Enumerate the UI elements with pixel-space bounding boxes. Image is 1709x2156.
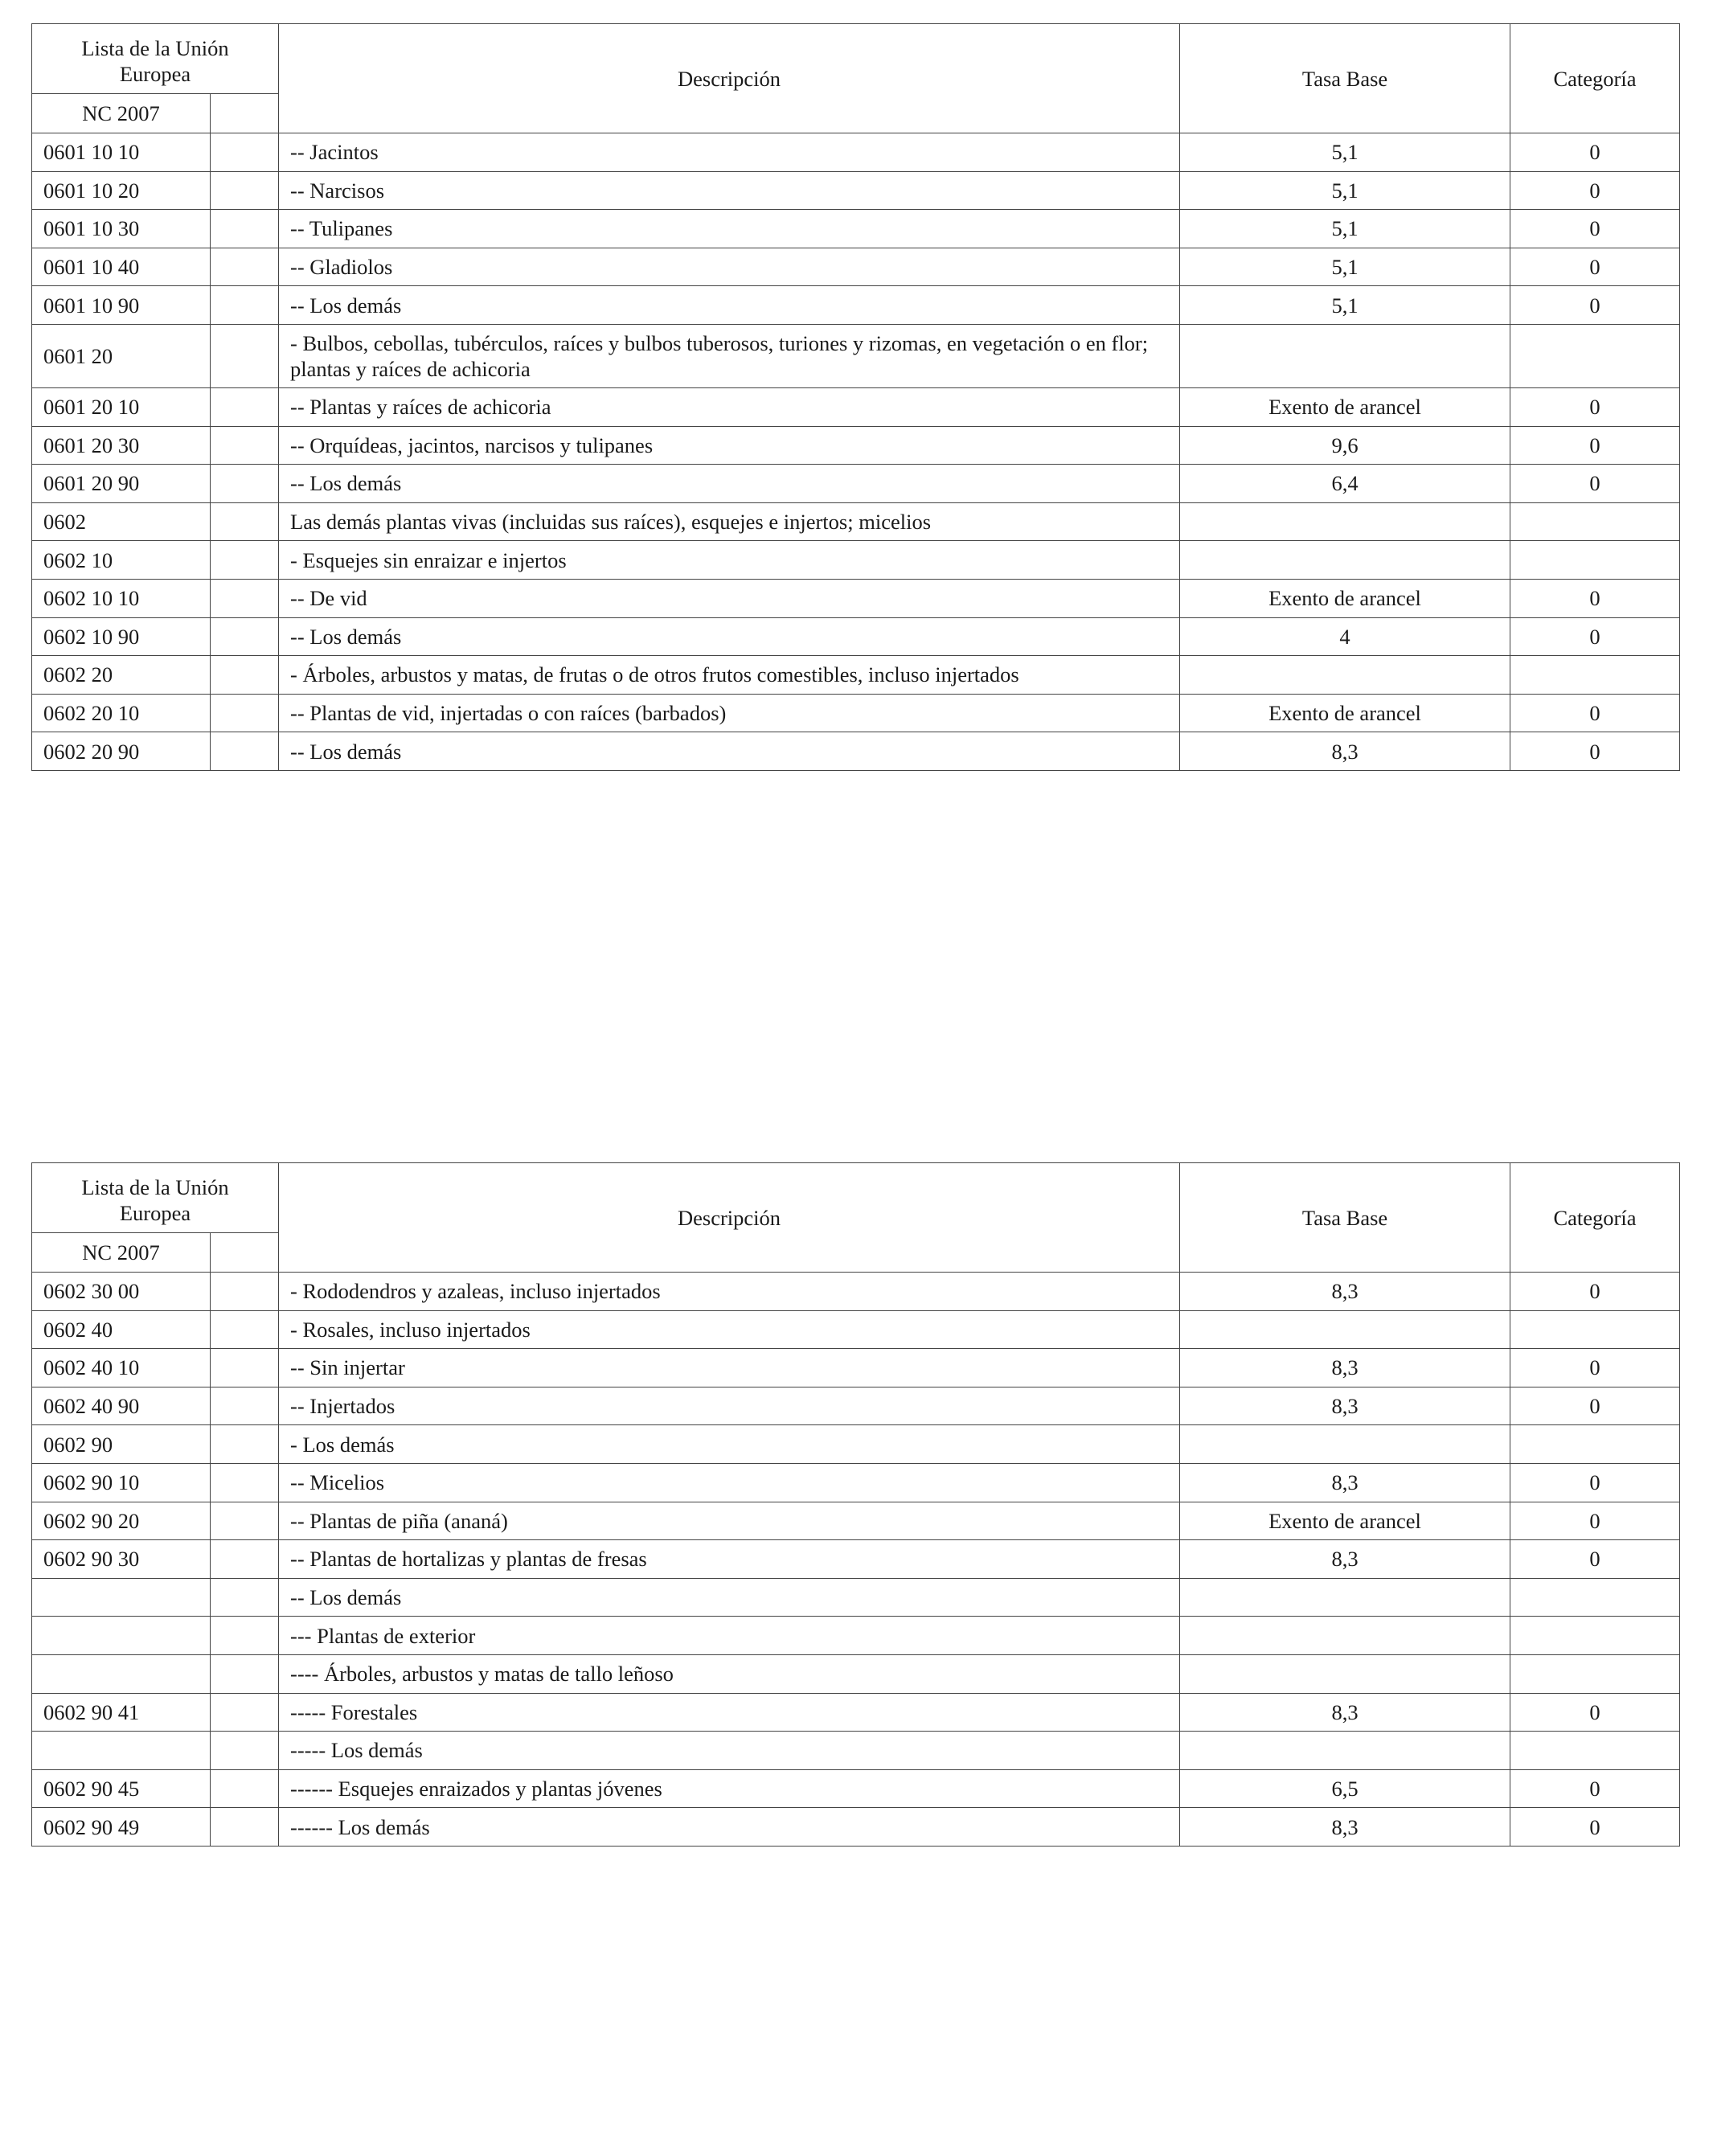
category-cell: 0 — [1510, 694, 1680, 732]
category-cell — [1510, 1654, 1680, 1693]
description-cell: -- Los demás — [279, 732, 1180, 771]
nc-code-cell: 0602 20 — [32, 656, 211, 695]
table-row — [32, 324, 1680, 387]
blank-cell — [211, 732, 279, 771]
table-row — [32, 617, 1680, 656]
table-row — [32, 1808, 1680, 1847]
blank-cell — [211, 579, 279, 617]
base-rate-cell: 8,3 — [1180, 1808, 1510, 1847]
nc-header: NC 2007 — [32, 94, 211, 133]
blank-header-cell — [211, 94, 279, 133]
base-rate-cell — [1180, 1310, 1510, 1349]
table-row — [32, 210, 1680, 248]
nc-code-cell: 0602 90 10 — [32, 1463, 211, 1502]
nc-code-cell: 0602 90 — [32, 1425, 211, 1464]
blank-cell — [211, 1693, 279, 1732]
description-cell: -- Los demás — [279, 1578, 1180, 1617]
table-header — [32, 1163, 1680, 1273]
nc-code-cell: 0602 90 30 — [32, 1540, 211, 1579]
blank-cell — [211, 1808, 279, 1847]
nc-code-cell: 0601 20 10 — [32, 387, 211, 426]
base-rate-cell: 5,1 — [1180, 210, 1510, 248]
description-cell: ----- Forestales — [279, 1693, 1180, 1732]
description-cell: ---- Árboles, arbustos y matas de tallo leñoso — [279, 1654, 1180, 1693]
table-body — [32, 1273, 1680, 1847]
base-rate-cell: 8,3 — [1180, 1273, 1510, 1311]
category-cell: 0 — [1510, 1273, 1680, 1311]
list-header: Lista de la Unión Europea — [32, 24, 279, 94]
table-row — [32, 1732, 1680, 1770]
blank-cell — [211, 1349, 279, 1387]
blank-cell — [211, 286, 279, 325]
base-rate-cell — [1180, 1425, 1510, 1464]
base-rate-cell — [1180, 1617, 1510, 1655]
category-cell — [1510, 502, 1680, 541]
table-row — [32, 133, 1680, 172]
description-header: Descripción — [279, 24, 1180, 133]
description-cell: -- Plantas de hortalizas y plantas de fresas — [279, 1540, 1180, 1579]
nc-code-cell: 0602 10 — [32, 541, 211, 580]
category-cell: 0 — [1510, 387, 1680, 426]
description-cell: ------ Los demás — [279, 1808, 1180, 1847]
base-rate-header: Tasa Base — [1180, 1163, 1510, 1273]
nc-code-cell — [32, 1732, 211, 1770]
category-header: Categoría — [1510, 1163, 1680, 1273]
description-cell: -- Plantas y raíces de achicoria — [279, 387, 1180, 426]
category-cell: 0 — [1510, 617, 1680, 656]
category-cell — [1510, 1425, 1680, 1464]
base-rate-cell: 9,6 — [1180, 426, 1510, 465]
category-cell: 0 — [1510, 1540, 1680, 1579]
tariff-table-2 — [31, 1162, 1680, 1847]
category-cell — [1510, 656, 1680, 695]
blank-cell — [211, 1387, 279, 1425]
category-cell: 0 — [1510, 133, 1680, 172]
base-rate-cell: 5,1 — [1180, 286, 1510, 325]
table-row — [32, 1463, 1680, 1502]
table-header — [32, 24, 1680, 133]
blank-cell — [211, 1769, 279, 1808]
category-cell: 0 — [1510, 1463, 1680, 1502]
category-cell: 0 — [1510, 1769, 1680, 1808]
nc-code-cell — [32, 1617, 211, 1655]
table-row — [32, 286, 1680, 325]
blank-cell — [211, 1617, 279, 1655]
base-rate-cell: 8,3 — [1180, 1540, 1510, 1579]
category-cell: 0 — [1510, 1808, 1680, 1847]
blank-cell — [211, 1463, 279, 1502]
table-row — [32, 694, 1680, 732]
nc-code-cell: 0601 10 30 — [32, 210, 211, 248]
blank-cell — [211, 541, 279, 580]
base-rate-cell: Exento de arancel — [1180, 694, 1510, 732]
base-rate-header: Tasa Base — [1180, 24, 1510, 133]
nc-code-cell: 0601 20 — [32, 324, 211, 387]
nc-code-cell: 0602 10 90 — [32, 617, 211, 656]
table-body — [32, 133, 1680, 771]
table-row — [32, 426, 1680, 465]
category-cell: 0 — [1510, 579, 1680, 617]
nc-code-cell: 0601 10 20 — [32, 171, 211, 210]
description-cell: -- Plantas de vid, injertadas o con raíces (barbados) — [279, 694, 1180, 732]
category-cell: 0 — [1510, 426, 1680, 465]
nc-code-cell: 0602 40 10 — [32, 1349, 211, 1387]
blank-cell — [211, 387, 279, 426]
category-cell — [1510, 1617, 1680, 1655]
description-cell: -- Jacintos — [279, 133, 1180, 172]
base-rate-cell — [1180, 541, 1510, 580]
category-cell — [1510, 324, 1680, 387]
blank-cell — [211, 1578, 279, 1617]
category-cell: 0 — [1510, 248, 1680, 286]
list-header: Lista de la Unión Europea — [32, 1163, 279, 1233]
description-cell: -- Orquídeas, jacintos, narcisos y tulipanes — [279, 426, 1180, 465]
nc-code-cell: 0601 10 10 — [32, 133, 211, 172]
table-row — [32, 579, 1680, 617]
base-rate-cell: 8,3 — [1180, 1349, 1510, 1387]
nc-code-cell: 0602 90 41 — [32, 1693, 211, 1732]
nc-code-cell: 0602 40 90 — [32, 1387, 211, 1425]
base-rate-cell — [1180, 324, 1510, 387]
blank-cell — [211, 248, 279, 286]
category-cell: 0 — [1510, 465, 1680, 503]
category-cell: 0 — [1510, 732, 1680, 771]
nc-code-cell: 0601 20 30 — [32, 426, 211, 465]
nc-code-cell: 0602 90 20 — [32, 1502, 211, 1540]
category-header: Categoría — [1510, 24, 1680, 133]
table-row — [32, 1425, 1680, 1464]
nc-code-cell: 0602 — [32, 502, 211, 541]
category-cell: 0 — [1510, 1349, 1680, 1387]
blank-cell — [211, 133, 279, 172]
table-row — [32, 656, 1680, 695]
category-cell: 0 — [1510, 171, 1680, 210]
category-cell: 0 — [1510, 1693, 1680, 1732]
nc-code-cell — [32, 1578, 211, 1617]
base-rate-cell — [1180, 1654, 1510, 1693]
description-cell: ----- Los demás — [279, 1732, 1180, 1770]
blank-cell — [211, 1310, 279, 1349]
nc-code-cell: 0601 10 40 — [32, 248, 211, 286]
base-rate-cell: 8,3 — [1180, 1463, 1510, 1502]
blank-header-cell — [211, 1233, 279, 1273]
blank-cell — [211, 465, 279, 503]
description-cell: - Árboles, arbustos y matas, de frutas o de otros frutos comestibles, incluso injertados — [279, 656, 1180, 695]
blank-cell — [211, 1425, 279, 1464]
base-rate-cell — [1180, 1732, 1510, 1770]
description-cell: -- Sin injertar — [279, 1349, 1180, 1387]
table-row — [32, 1540, 1680, 1579]
table-row — [32, 732, 1680, 771]
base-rate-cell: 8,3 — [1180, 1693, 1510, 1732]
blank-cell — [211, 324, 279, 387]
description-cell: -- Los demás — [279, 617, 1180, 656]
category-cell: 0 — [1510, 1387, 1680, 1425]
nc-code-cell: 0602 10 10 — [32, 579, 211, 617]
description-cell: - Rosales, incluso injertados — [279, 1310, 1180, 1349]
description-cell: Las demás plantas vivas (incluidas sus raíces), esquejes e injertos; micelios — [279, 502, 1180, 541]
blank-cell — [211, 1540, 279, 1579]
table-row — [32, 1617, 1680, 1655]
nc-code-cell: 0602 30 00 — [32, 1273, 211, 1311]
table-row — [32, 465, 1680, 503]
nc-code-cell: 0602 90 45 — [32, 1769, 211, 1808]
blank-cell — [211, 1732, 279, 1770]
nc-code-cell: 0602 20 90 — [32, 732, 211, 771]
nc-code-cell: 0602 90 49 — [32, 1808, 211, 1847]
blank-cell — [211, 1654, 279, 1693]
blank-cell — [211, 1273, 279, 1311]
description-cell: - Los demás — [279, 1425, 1180, 1464]
base-rate-cell: 6,5 — [1180, 1769, 1510, 1808]
category-cell — [1510, 1578, 1680, 1617]
description-cell: -- Gladiolos — [279, 248, 1180, 286]
description-cell: -- De vid — [279, 579, 1180, 617]
table-row — [32, 1654, 1680, 1693]
base-rate-cell: 8,3 — [1180, 732, 1510, 771]
category-cell: 0 — [1510, 210, 1680, 248]
blank-cell — [211, 1502, 279, 1540]
base-rate-cell: 5,1 — [1180, 248, 1510, 286]
nc-header: NC 2007 — [32, 1233, 211, 1273]
category-cell — [1510, 1310, 1680, 1349]
description-cell: - Bulbos, cebollas, tubérculos, raíces y bulbos tuberosos, turiones y rizomas, en vegetación o en flor; plantas y raíces de achicoria — [279, 324, 1180, 387]
table-row — [32, 541, 1680, 580]
category-cell — [1510, 1732, 1680, 1770]
table-row — [32, 1273, 1680, 1311]
description-cell: -- Plantas de piña (ananá) — [279, 1502, 1180, 1540]
description-header: Descripción — [279, 1163, 1180, 1273]
base-rate-cell: 4 — [1180, 617, 1510, 656]
tariff-table-1 — [31, 23, 1680, 771]
description-cell: -- Tulipanes — [279, 210, 1180, 248]
table-row — [32, 387, 1680, 426]
table-row — [32, 171, 1680, 210]
blank-cell — [211, 171, 279, 210]
nc-code-cell: 0602 20 10 — [32, 694, 211, 732]
base-rate-cell — [1180, 656, 1510, 695]
description-cell: -- Narcisos — [279, 171, 1180, 210]
description-cell: --- Plantas de exterior — [279, 1617, 1180, 1655]
base-rate-cell: 6,4 — [1180, 465, 1510, 503]
table-row — [32, 1693, 1680, 1732]
nc-code-cell: 0601 20 90 — [32, 465, 211, 503]
table-row — [32, 1769, 1680, 1808]
category-cell — [1510, 541, 1680, 580]
base-rate-cell — [1180, 502, 1510, 541]
description-cell: -- Los demás — [279, 465, 1180, 503]
nc-code-cell: 0602 40 — [32, 1310, 211, 1349]
description-cell: -- Los demás — [279, 286, 1180, 325]
blank-cell — [211, 656, 279, 695]
nc-code-cell — [32, 1654, 211, 1693]
table-row — [32, 1387, 1680, 1425]
description-cell: - Esquejes sin enraizar e injertos — [279, 541, 1180, 580]
base-rate-cell — [1180, 1578, 1510, 1617]
blank-cell — [211, 617, 279, 656]
blank-cell — [211, 426, 279, 465]
blank-cell — [211, 502, 279, 541]
base-rate-cell: 5,1 — [1180, 133, 1510, 172]
base-rate-cell: Exento de arancel — [1180, 387, 1510, 426]
table-row — [32, 1310, 1680, 1349]
description-cell: - Rododendros y azaleas, incluso injertados — [279, 1273, 1180, 1311]
category-cell: 0 — [1510, 1502, 1680, 1540]
description-cell: -- Injertados — [279, 1387, 1180, 1425]
table-row — [32, 1349, 1680, 1387]
nc-code-cell: 0601 10 90 — [32, 286, 211, 325]
description-cell: -- Micelios — [279, 1463, 1180, 1502]
table-row — [32, 1502, 1680, 1540]
table-row — [32, 1578, 1680, 1617]
base-rate-cell: Exento de arancel — [1180, 1502, 1510, 1540]
blank-cell — [211, 210, 279, 248]
description-cell: ------ Esquejes enraizados y plantas jóvenes — [279, 1769, 1180, 1808]
table-row — [32, 248, 1680, 286]
category-cell: 0 — [1510, 286, 1680, 325]
base-rate-cell: Exento de arancel — [1180, 579, 1510, 617]
blank-cell — [211, 694, 279, 732]
base-rate-cell: 8,3 — [1180, 1387, 1510, 1425]
table-row — [32, 502, 1680, 541]
base-rate-cell: 5,1 — [1180, 171, 1510, 210]
